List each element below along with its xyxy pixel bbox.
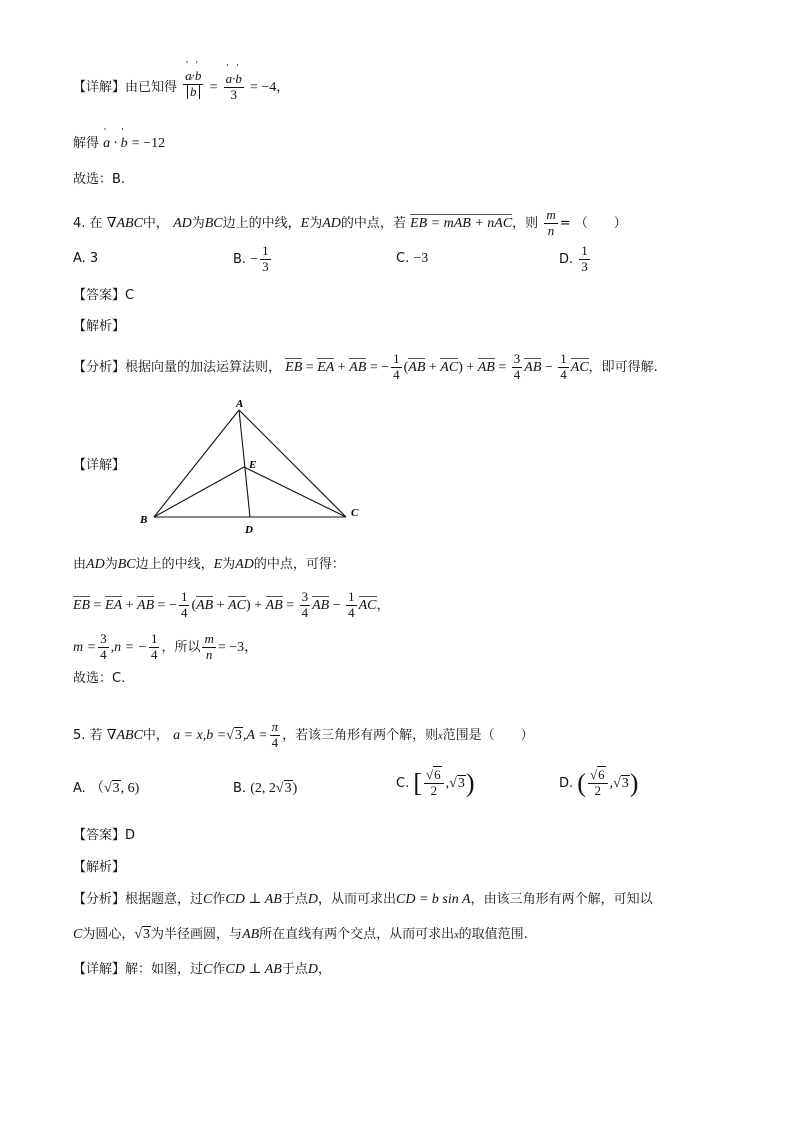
comma: ， [276, 79, 290, 95]
fenxi-text: ，由该三角形有两个解，可知以 [470, 892, 653, 907]
q5-option-b[interactable]: B. (2, 2√3) [233, 781, 298, 796]
q4-jiexi: 【解析】 [73, 319, 126, 334]
q4-stem [73, 208, 627, 239]
segment-be [154, 467, 244, 517]
segment-ab: AB [242, 927, 260, 942]
fenxi-text: 为半径画圆，与 [151, 927, 243, 942]
q5-xiangjie-line [73, 963, 331, 977]
q3-detail-line: 【详解】由已知得 ' a·' b ' b = ' $\frac{a\cdot' b}{3}$ = −4， [73, 72, 289, 103]
segment-ad: AD [322, 215, 341, 231]
detail-tag: 【详解】 [73, 79, 126, 95]
xiangjie-text: 解：如图，过 [125, 962, 204, 977]
angle-a-equals: ,A = [242, 727, 268, 743]
q5-number: 5. 若 [73, 727, 103, 743]
q4-option-a[interactable]: A. 3 [73, 251, 99, 266]
option-label: A. [73, 781, 86, 796]
body-text: 边上的中线， [135, 557, 214, 572]
q5-option-a[interactable]: A. （√3, 6) [73, 781, 140, 796]
perpendicular: CD ⊥ AB [225, 962, 282, 977]
m-equals: m = [73, 639, 97, 655]
q4-option-d[interactable] [559, 244, 592, 275]
option-label: D. [559, 775, 574, 791]
suoyi-text: ，所以 [161, 639, 201, 655]
option-label: D. [559, 251, 574, 267]
q3-result-line: 解得 ' a · ' b = −12 [73, 137, 165, 151]
fenxi-end: ，即可得解. [588, 359, 658, 375]
minus-sign: − [250, 251, 259, 267]
perpendicular: CD ⊥ AB [225, 892, 282, 907]
body-text: 由 [73, 557, 87, 572]
body-text: 为 [222, 557, 236, 572]
q4-number: 4. 在 [73, 215, 103, 231]
triangle-figure [130, 395, 370, 540]
label-b: B [140, 514, 148, 526]
projection-fraction: ' a·' b ' b [183, 69, 203, 100]
q4-fenxi: 【分析】根据向量的加法运算法则， EB = EA + AB = − $\frac{1}{4}$ (AB + AC) + AB = $\frac{3}{4}$ AB − $\frac{1}{4}$ AC，即可得解. [73, 351, 658, 382]
q5-jiexi: 【解析】 [73, 860, 126, 875]
stem-text: ，若该三角形有两个解，则 [282, 727, 439, 743]
fenxi-text: ，从而可求出 [318, 892, 397, 907]
option-label: C. [396, 251, 410, 266]
label-c: C [351, 507, 359, 519]
fenxi-tag: 【分析】 [73, 359, 126, 375]
body-text: 为 [104, 557, 118, 572]
xiangjie-text: 作 [212, 962, 226, 977]
point-e: E [300, 215, 310, 231]
xiangjie-tag: 【详解】 [73, 962, 126, 977]
fenxi-tag: 【分析】 [73, 892, 126, 907]
q4-answer: 【答案】C [73, 288, 135, 303]
option-label: C. [396, 775, 410, 791]
fenxi-text: 作 [212, 892, 226, 907]
segment-ad: AD [235, 557, 254, 572]
stem-end: = （ ） [559, 215, 627, 231]
n-equals: ,n = − [110, 639, 147, 655]
segment-bc: BC [117, 557, 136, 572]
fenxi-text: 根据向量的加法运算法则， [125, 359, 282, 375]
dot-over-three-fraction: ' $\frac{a\cdot' b}{3}$ [224, 72, 244, 103]
q3-result: = −12 [131, 136, 166, 151]
point-c: C [73, 927, 83, 942]
point-d: D [307, 962, 318, 977]
stem-end: 范围是（ ） [442, 727, 534, 743]
stem-text: ，则 [512, 215, 539, 231]
q4-mn-line: m = $\frac{3}{4}$ ,n = − $\frac{1}{4}$ ，所以 $\frac{m}{n}$ = −3， [73, 631, 259, 662]
q4-answer-line: 故选：C. [73, 671, 126, 686]
segment-ad: AD [173, 215, 192, 231]
xiangjie-text: ， [318, 962, 332, 977]
q4-option-c[interactable] [396, 252, 428, 266]
q5-answer: 【答案】D [73, 828, 136, 843]
option-label: B. [233, 251, 247, 267]
x-var: x [438, 730, 443, 742]
option-label: B. [233, 781, 247, 796]
q5-triangle: ∇ABC [106, 727, 143, 743]
q5-option-c[interactable]: C. [ $\frac{√6}{2}$ ,√3) [396, 767, 475, 798]
fenxi-text: 为圆心， [82, 927, 135, 942]
q4-option-b[interactable] [233, 244, 273, 275]
q4-xiangjie-tag: 【详解】 [73, 458, 126, 473]
stem-text: 为 [191, 215, 205, 231]
detail-lead: 由已知得 [125, 79, 178, 95]
segment-bc: BC [204, 215, 223, 231]
body-text: 的中点，可得： [253, 557, 345, 572]
q4-body-equation: EB = EA + AB = − $\frac{1}{4}$ (AB + AC) + AB = $\frac{3}{4}$ AB − $\frac{1}{4}$ AC， [73, 589, 390, 620]
stem-text: 的中点，若 [340, 215, 406, 231]
label-e: E [249, 459, 257, 471]
point-c: C [203, 962, 213, 977]
stem-text: 为 [309, 215, 323, 231]
side-ab [154, 410, 239, 517]
stem-text: 中， [142, 727, 169, 743]
q5-conditions: a = x,b = [173, 727, 227, 743]
option-c-value: −3 [413, 251, 429, 266]
q3-rhs: = −4 [250, 79, 277, 95]
point-d: D [307, 892, 318, 907]
x-var: x [454, 930, 459, 941]
cd-formula: CD = b sin A [396, 892, 471, 907]
xiangjie-text: 于点 [281, 962, 308, 977]
fenxi-text: 根据题意，过 [125, 892, 204, 907]
stem-text: 中， [142, 215, 169, 231]
label-d: D [245, 524, 253, 536]
label-a: A [236, 398, 244, 410]
q3-answer-line: 故选：B. [73, 172, 126, 187]
one-third: $\frac{1}{3}$ [262, 243, 269, 274]
fenxi-text: 所在直线有两个交点，从而可求出 [259, 927, 455, 942]
point-c: C [203, 892, 213, 907]
q4-body-line1 [73, 558, 345, 572]
q5-option-d[interactable]: D. ( $\frac{√6}{2}$ ,√3) [559, 767, 639, 798]
q5-fenxi-line2: C为圆心，√3为半径画圆，与AB所在直线有两个交点，从而可求出x的取值范围. [73, 927, 528, 942]
q5-stem: 5. 若 ∇ABC中， a = x,b =√3,A = $\frac{\pi}{4}$ ，若该三角形有两个解，则x范围是（ ） [73, 719, 534, 750]
point-e: E [213, 557, 223, 572]
fenxi-text: 的取值范围. [458, 927, 528, 942]
fenxi-text: 于点 [281, 892, 308, 907]
q4-triangle: ∇ABC [106, 215, 143, 231]
m-over-n: $\frac{m}{n}$ [546, 207, 556, 238]
vector-equation: EB = mAB + nAC [410, 215, 513, 231]
jiede-text: 解得 [73, 136, 100, 151]
stem-text: 边上的中线， [222, 215, 301, 231]
segment-ad: AD [86, 557, 105, 572]
segment-ec [244, 467, 346, 517]
q5-fenxi-line1 [73, 893, 653, 907]
one-third: $\frac{1}{3}$ [581, 243, 588, 274]
ratio-value: = −3， [217, 639, 259, 655]
